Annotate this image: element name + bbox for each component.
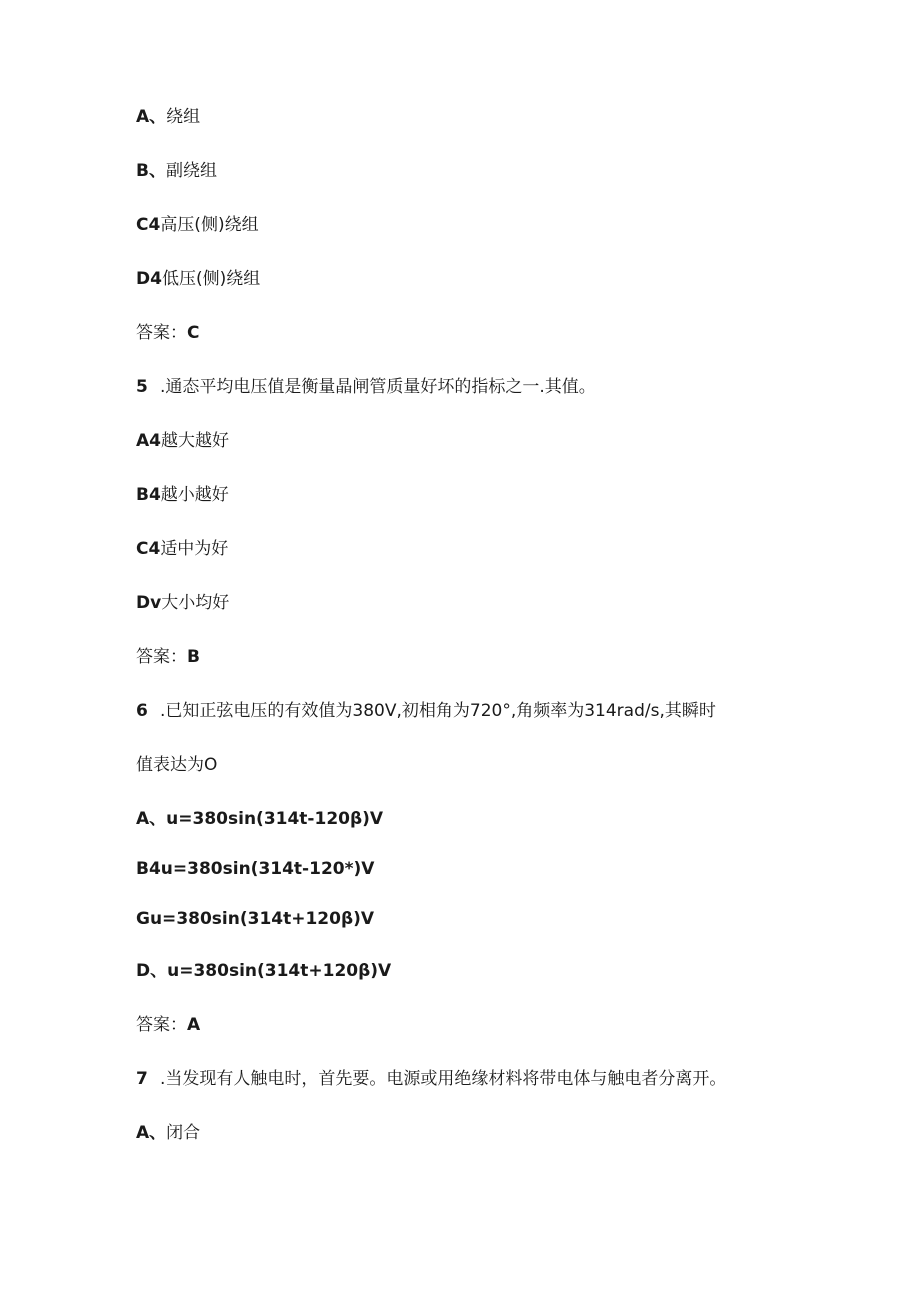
- answer-label: 答案：: [136, 323, 187, 343]
- answer-line: [136, 321, 199, 345]
- option-d-line: [136, 267, 260, 291]
- option-text: 闭合: [166, 1123, 201, 1143]
- option-label: B、: [136, 161, 166, 181]
- question-6-continuation: [136, 753, 217, 777]
- option-label: D、: [136, 961, 168, 981]
- answer-value: A: [187, 1015, 201, 1035]
- option-text: 绕组: [166, 107, 201, 127]
- option-text: 越大越好: [161, 431, 229, 451]
- option-label: B4: [136, 859, 161, 879]
- option-label: C4: [136, 539, 161, 559]
- option-text: 适中为好: [160, 539, 229, 559]
- option-b-line: [136, 483, 229, 507]
- question-text: .已知正弦电压的有效值为380V,初相角为720°,角频率为314rad/s,其瞬时: [160, 701, 716, 721]
- option-a-line: [136, 105, 200, 129]
- option-a-line: [136, 807, 383, 831]
- option-label: A、: [136, 809, 167, 829]
- question-number: 6: [136, 701, 148, 721]
- option-formula: 380sin(314t+120β)V: [176, 909, 375, 929]
- option-b-line: [136, 857, 374, 881]
- option-d-line: [136, 591, 229, 615]
- option-c-line: [136, 213, 259, 237]
- option-b-line: [136, 159, 217, 183]
- question-7: [136, 1067, 726, 1091]
- option-label: Dv: [136, 593, 162, 613]
- option-d-line: [136, 959, 391, 983]
- question-text: .通态平均电压值是衡量晶闸管质量好坏的指标之一.其值。: [160, 377, 596, 397]
- answer-label: 答案：: [136, 647, 187, 667]
- option-formula: u=380sin(314t-120β)V: [166, 809, 384, 829]
- option-text: 大小均好: [161, 593, 230, 613]
- option-text: 越小越好: [160, 485, 229, 505]
- option-label: Gu=: [136, 909, 177, 929]
- option-a-line: [136, 429, 229, 453]
- option-text: 高压(侧)绕组: [160, 215, 259, 235]
- option-label: D4: [136, 269, 162, 289]
- option-label: C4: [136, 215, 161, 235]
- option-a-line: [136, 1121, 200, 1145]
- answer-line: [136, 645, 200, 669]
- option-label: B4: [136, 485, 161, 505]
- option-c-line: [136, 907, 374, 931]
- option-c-line: [136, 537, 228, 561]
- option-formula: u=380sin(314t+120β)V: [167, 961, 392, 981]
- answer-value: B: [187, 647, 200, 667]
- question-text: 值表达为O: [136, 755, 218, 775]
- option-text: 副绕组: [165, 161, 217, 181]
- option-formula: u=380sin(314t-120*)V: [160, 859, 375, 879]
- answer-value: C: [187, 323, 200, 343]
- question-text: .当发现有人触电时，首先要。电源或用绝缘材料将带电体与触电者分离开。: [160, 1069, 727, 1089]
- option-label: A、: [136, 1123, 167, 1143]
- option-label: A、: [136, 107, 167, 127]
- question-number: 7: [136, 1069, 148, 1089]
- question-5: [136, 375, 596, 399]
- question-6: [136, 699, 716, 723]
- question-number: 5: [136, 377, 148, 397]
- option-label: A4: [136, 431, 161, 451]
- option-text: 低压(侧)绕组: [161, 269, 261, 289]
- answer-label: 答案：: [136, 1015, 187, 1035]
- answer-line: [136, 1013, 200, 1037]
